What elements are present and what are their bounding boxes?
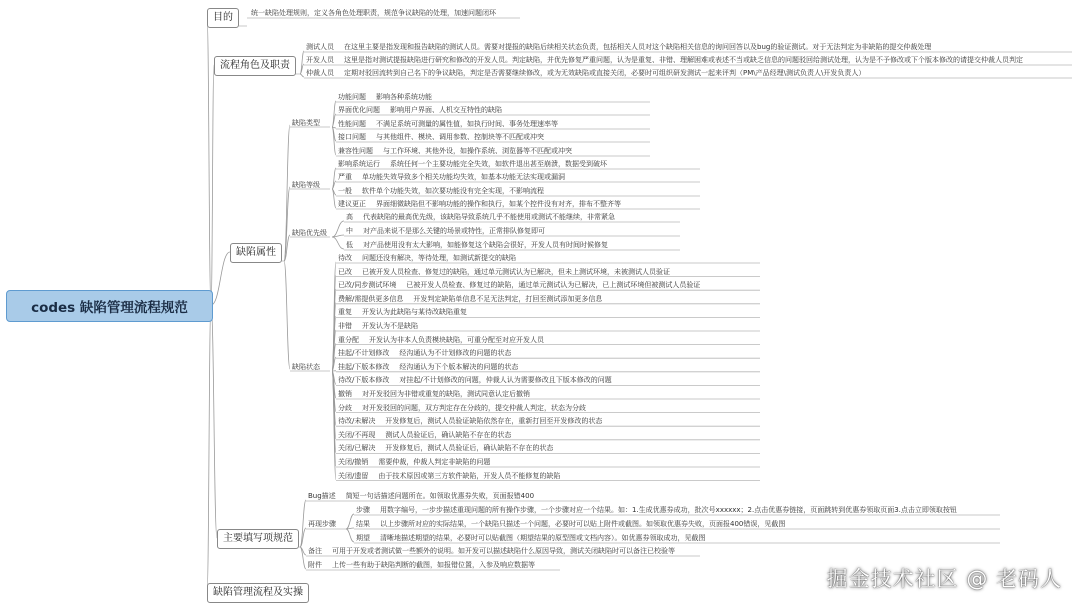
level-1-name[interactable]: 严重 [338, 173, 352, 181]
category-type[interactable]: 缺陷类型 [292, 119, 320, 127]
status-15-desc: 需要仲裁，仲裁人判定非缺陷的问题 [378, 458, 491, 466]
role-0-name[interactable]: 测试人员 [306, 43, 334, 51]
status-12-name[interactable]: 待改/未解决 [338, 417, 376, 426]
category-level[interactable]: 缺陷等级 [292, 181, 320, 189]
status-1-name[interactable]: 已改 [338, 267, 352, 276]
type-1-name[interactable]: 界面优化问题 [338, 106, 380, 114]
link-fill-bugdesc [300, 500, 306, 547]
status-16-name[interactable]: 关闭/遗留 [338, 471, 369, 480]
status-9-desc: 对挂起/不计划修改的问题，仲裁人认为需要修改且下版本修改的问题 [399, 376, 612, 385]
priority-1-desc: 对产品来说不是那么关键的场景或特性，正常排队修复即可 [363, 227, 545, 235]
fill-note-name[interactable]: 备注 [308, 547, 322, 555]
status-2-name[interactable]: 已改/同步测试环境 [338, 281, 397, 290]
priority-2-desc: 对产品使用没有太大影响，如能修复这个缺陷会很好，开发人员有时间时候修复 [363, 241, 608, 249]
status-0-name[interactable]: 待改 [338, 254, 352, 262]
link-root-fill [211, 305, 217, 538]
status-6-name[interactable]: 重分配 [338, 335, 359, 344]
status-8-desc: 经沟通认为下个版本解决的问题的状态 [399, 362, 519, 371]
level-3-name[interactable]: 建议更正 [338, 200, 366, 208]
category-status[interactable]: 缺陷状态 [292, 363, 320, 371]
level-3-desc: 界面细微缺陷但不影响功能的操作和执行，如某个控件没有对齐，排布不整齐等 [376, 200, 621, 208]
priority-0-desc: 代表缺陷的最高优先级，该缺陷导致系统几乎不能使用或测试不能继续，非常紧急 [363, 213, 615, 221]
status-11-name[interactable]: 分歧 [338, 403, 352, 412]
link-priority-2 [332, 237, 344, 249]
status-12-desc: 开发修复后，测试人员验证缺陷依然存在，重新打回至开发修改的状态 [385, 417, 603, 426]
level-1-desc: 单功能失效导致多个相关功能均失效，如基本功能无法实现或漏洞 [362, 173, 565, 181]
type-4-desc: 与工作环境、其他外设，如操作系统、浏览器等不匹配或冲突 [383, 147, 572, 155]
status-10-name[interactable]: 撤销 [338, 390, 352, 398]
level-2-name[interactable]: 一般 [338, 187, 352, 195]
status-14-name[interactable]: 关闭/已解决 [338, 444, 376, 453]
type-1-desc: 影响用户界面、人机交互特性的缺陷 [390, 106, 502, 114]
branch-purpose[interactable]: 目的 [207, 8, 239, 28]
fill-repro-name[interactable]: 再现步骤 [308, 520, 336, 528]
type-3-desc: 与其他组件、模块、调用参数、控制块等不匹配或冲突 [376, 133, 544, 141]
fill-repro-1-name[interactable]: 结果 [356, 520, 370, 528]
priority-0-name[interactable]: 高 [346, 213, 353, 221]
status-1-desc: 已被开发人员检查、修复过的缺陷，通过单元测试认为已解决，但未上测试环境，未被测试人员验证 [362, 267, 670, 276]
role-1-desc: 这里是指对测试提报缺陷进行研究和修改的开发人员。判定缺陷，并优先修复严重问题，认为是重复、非错、理解困难或表述不当或缺乏信息的问题驳回给测试处理，认为是不予修改或下个版本修改的请提交仲裁人员判定 [344, 56, 1023, 64]
fill-bug-desc-desc: 简短一句话描述问题所在。如领取优惠券失败，页面报错400 [345, 492, 535, 500]
link-root-purpose [207, 17, 211, 305]
status-9-name[interactable]: 待改/下版本修改 [338, 376, 390, 385]
fill-bug-desc-name[interactable]: Bug描述 [308, 492, 336, 500]
status-5-name[interactable]: 非错 [338, 322, 352, 330]
link-priority-0 [332, 221, 344, 237]
branch-attributes[interactable]: 缺陷属性 [230, 243, 282, 263]
watermark: 掘金技术社区 @ 老码人 [826, 567, 1062, 591]
status-3-desc: 开发判定缺陷单信息不足无法判定，打回至测试添加更多信息 [413, 294, 603, 303]
status-13-name[interactable]: 关闭/不再现 [338, 430, 376, 439]
branch-roles[interactable]: 流程角色及职责 [214, 56, 296, 76]
status-8-name[interactable]: 挂起/下版本修改 [338, 362, 390, 371]
role-0-desc: 在这里主要是指发现和报告缺陷的测试人员。需要对提报的缺陷后续相关状态负责，包括相关人员对这个缺陷相关信息的询问回答以及bug的验证测试。对于无法判定为非缺陷的提交仲裁处理 [344, 43, 932, 51]
type-2-desc: 不满足系统可测量的属性值，如执行时间、事务处理速率等 [376, 120, 558, 128]
fill-repro-0-name[interactable]: 步骤 [356, 506, 370, 514]
link-root-practice [207, 305, 211, 592]
link-role-2 [300, 74, 304, 77]
status-7-desc: 经沟通认为不计划修改的问题的状态 [399, 349, 512, 358]
status-6-desc: 开发认为非本人负责模块缺陷，可重分配至对应开发人员 [369, 335, 544, 344]
fill-attach-desc: 上传一些有助于缺陷判断的截图，如报错位置，入参及响应数据等 [332, 561, 535, 569]
purpose-text: 统一缺陷处理规则，定义各角色处理职责，规范争议缺陷的处理，加速问题闭环 [251, 9, 496, 17]
status-5-desc: 开发认为不是缺陷 [362, 322, 418, 330]
priority-2-name[interactable]: 低 [346, 241, 353, 249]
status-14-desc: 开发修复后，测试人员验证后，确认缺陷不存在的状态 [385, 444, 554, 453]
status-16-desc: 由于技术原因或第三方软件缺陷，开发人员不能修复的缺陷 [378, 471, 561, 480]
level-2-desc: 软件单个功能失效，如次要功能没有完全实现，不影响流程 [362, 187, 544, 195]
status-3-name[interactable]: 费解/需提供更多信息 [338, 294, 404, 303]
role-1-name[interactable]: 开发人员 [306, 56, 334, 64]
status-4-name[interactable]: 重复 [338, 308, 352, 317]
fill-note-desc: 可用于开发或者测试做一些额外的说明。如开发可以描述缺陷什么原因导致，测试关闭缺陷时可以备注已校验等 [332, 547, 675, 555]
root-topic[interactable]: codes 缺陷管理流程规范 [6, 290, 213, 322]
status-2-desc: 已被开发人员检查、修复过的缺陷，通过单元测试认为已解决，已上测试环境但被测试人员验证 [406, 281, 701, 290]
category-priority[interactable]: 缺陷优先级 [292, 229, 327, 237]
link-attr-type [284, 125, 290, 261]
fill-repro-2-desc: 清晰地描述期望的结果，必要时可以贴截图（期望结果的原型图或文档内容）。如优惠券领取成功，见截图 [380, 534, 706, 542]
level-0-desc: 系统任何一个主要功能完全失效，如软件退出甚至崩溃，数据受到破坏 [390, 160, 607, 168]
type-4-name[interactable]: 兼容性问题 [338, 147, 373, 155]
status-13-desc: 测试人员验证后，确认缺陷不存在的状态 [385, 430, 512, 439]
level-0-name[interactable]: 影响系统运行 [338, 160, 380, 168]
fill-repro-2-name[interactable]: 期望 [356, 534, 370, 542]
priority-1-name[interactable]: 中 [346, 227, 353, 235]
status-15-name[interactable]: 关闭/撤销 [338, 458, 369, 466]
link-fill-repro-2 [346, 529, 354, 542]
status-7-name[interactable]: 挂起/不计划修改 [338, 349, 390, 358]
status-11-desc: 对开发驳回的问题，双方判定存在分歧的，提交仲裁人判定，状态为分歧 [362, 403, 586, 412]
type-3-name[interactable]: 接口问题 [338, 133, 366, 141]
branch-practice[interactable]: 缺陷管理流程及实操 [207, 583, 309, 603]
link-attr-status [284, 261, 290, 369]
link-fill-repro-0 [346, 514, 354, 529]
branch-fill-rules[interactable]: 主要填写项规范 [217, 529, 299, 549]
link-root-attrs [211, 252, 230, 305]
fill-repro-0-desc: 用数字编号，一步步描述重现问题的所有操作步骤，一个步骤对应一个结果。如：1.生成优惠券成功，批次号xxxxxx；2.点击优惠券链接，页面跳转到优惠券领取页面3.点击立即领取按钮 [380, 506, 957, 514]
link-root-roles [211, 65, 214, 305]
type-0-desc: 影响各种系统功能 [376, 93, 432, 101]
fill-repro-1-desc: 以上步骤所对应的实际结果，一个缺陷只描述一个问题，必要时可以贴上附件或截图。如领取优惠券失败，页面报400错误，见截图 [380, 520, 786, 528]
type-0-name[interactable]: 功能问题 [338, 93, 366, 101]
role-2-name[interactable]: 仲裁人员 [306, 69, 334, 77]
role-2-desc: 定期对驳回流转到自己名下的争议缺陷，判定是否需要继续修改，或为无效缺陷或直接关闭，必要时可组织研发测试一起来评判（PM\产品经理\测试负责人\开发负责人） [344, 69, 866, 77]
status-10-desc: 对开发驳回为非错或重复的缺陷，测试同意认定后撤销 [362, 390, 530, 398]
status-4-desc: 开发认为此缺陷与某待改缺陷重复 [362, 308, 467, 317]
type-2-name[interactable]: 性能问题 [338, 120, 366, 128]
fill-attach-name[interactable]: 附件 [308, 561, 322, 569]
status-0-desc: 问题还没有解决，等待处理，如测试新提交的缺陷 [362, 254, 516, 262]
